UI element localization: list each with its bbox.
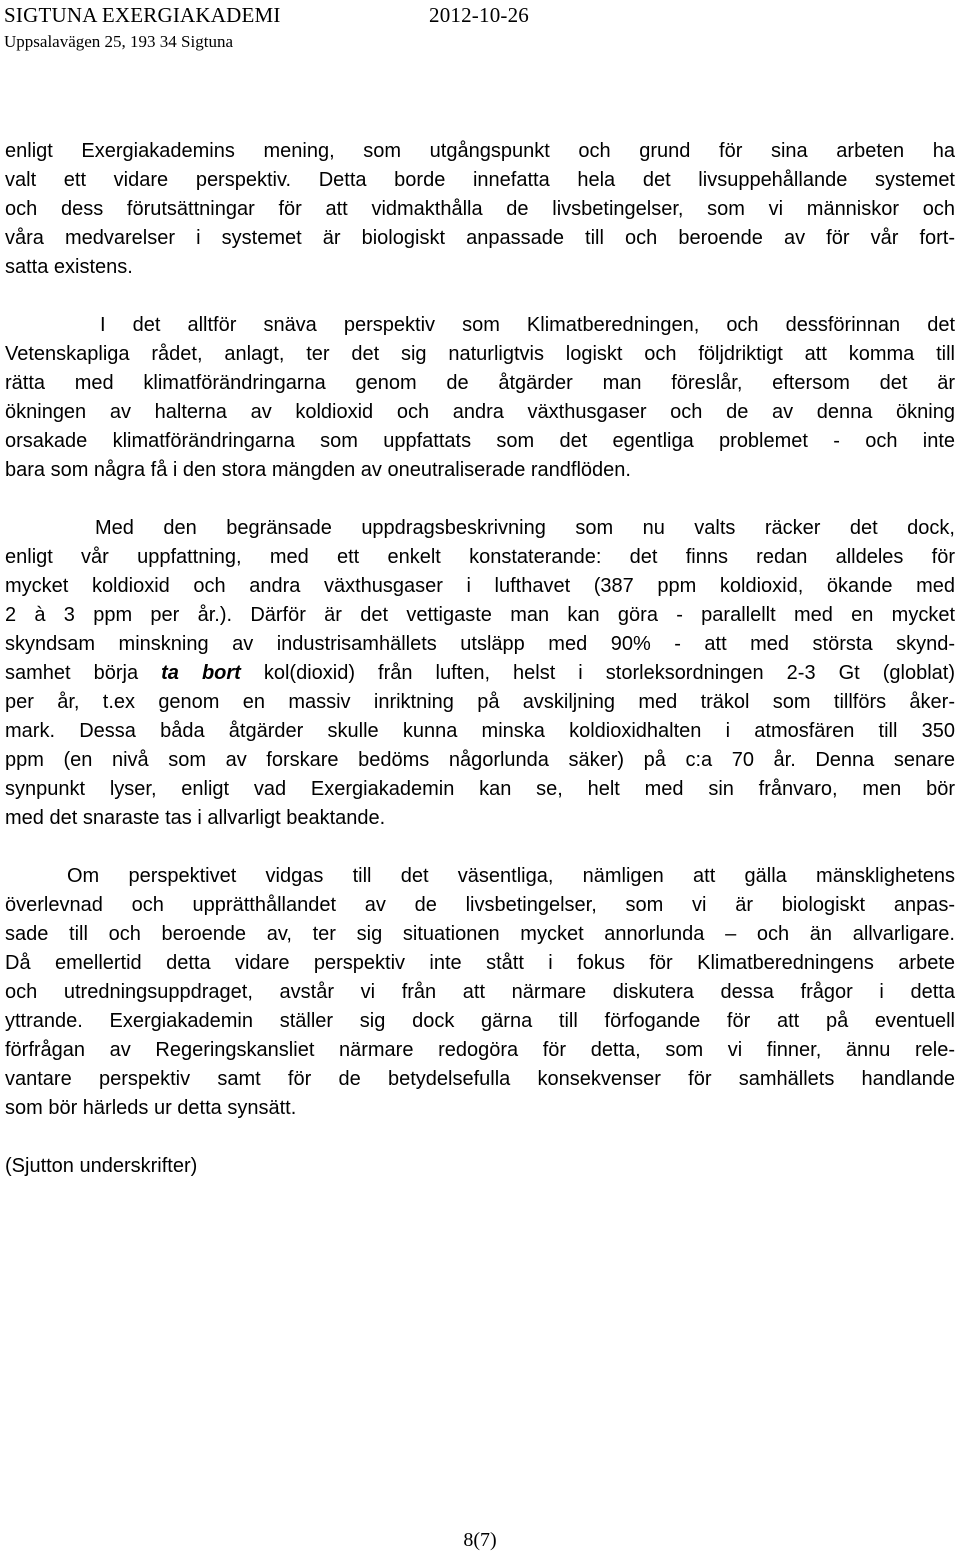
organization-name: SIGTUNA EXERGIAKADEMI — [4, 3, 281, 27]
text-line: mark. Dessa båda åtgärder skulle kunna minska koldioxidhalten i atmosfären till 350 — [5, 720, 955, 742]
text-line: och utredningsuppdraget, avstår vi från att närmare diskutera dessa frågor i detta — [5, 981, 955, 1003]
text-line: valt ett vidare perspektiv. Detta borde innefatta hela det livsuppehållande systemet — [5, 169, 955, 191]
text-line: med det snaraste tas i allvarligt beaktande. — [5, 807, 386, 829]
signature-note — [5, 1152, 955, 1181]
text-line: sade till och beroende av, ter sig situationen mycket annorlunda – och än allvarligare. — [5, 923, 955, 945]
text-line: yttrande. Exergiakademin ställer sig dock gärna till förfogande för att på eventuell — [5, 1010, 955, 1032]
text-line: vantare perspektiv samt för de betydelsefulla konsekvenser för samhällets handlande — [5, 1068, 955, 1090]
text-line: enligt vår uppfattning, med ett enkelt konstaterande: det finns redan alldeles för — [5, 546, 955, 568]
text-line — [5, 659, 955, 688]
text-line: bara som några få i den stora mängden av oneutraliserade randflöden. — [5, 459, 631, 481]
text-line: skyndsam minskning av industrisamhällets utsläpp med 90% - att med största skynd- — [5, 633, 955, 655]
text-line: som bör härleds ur detta synsätt. — [5, 1097, 297, 1119]
text-line: ökningen av halterna av koldioxid och andra växthusgaser och de av denna ökning — [5, 401, 955, 423]
text-line: förfrågan av Regeringskansliet närmare redogöra för detta, som vi finner, ännu rele- — [5, 1039, 955, 1061]
text-line: Om perspektivet vidgas till det väsentliga, nämligen att gälla mänsklighetens — [67, 865, 955, 887]
emphasized-text: ta bort — [161, 662, 241, 684]
paragraph-1 — [5, 137, 955, 282]
text-line: (Sjutton underskrifter) — [5, 1155, 198, 1177]
text-line: I det alltför snäva perspektiv som Klimatberedningen, och dessförinnan det — [100, 314, 955, 336]
text-line: 2 à 3 ppm per år.). Därför är det vettigaste man kan göra - parallellt med en mycket — [5, 604, 955, 626]
text-segment: samhet börja — [5, 662, 162, 684]
document-date: 2012-10-26 — [429, 3, 529, 27]
page-number: 8(7) — [463, 1529, 497, 1551]
text-line: enligt Exergiakademins mening, som utgångspunkt och grund för sina arbeten ha — [5, 140, 955, 162]
text-line: synpunkt lyser, enligt vad Exergiakademin kan se, helt med sin frånvaro, men bör — [5, 778, 955, 800]
text-line: överlevnad och upprätthållandet av de livsbetingelser, som vi är biologiskt anpas- — [5, 894, 955, 916]
text-line: orsakade klimatförändringarna som uppfattats som det egentliga problemet - och inte — [5, 430, 955, 452]
text-line: Då emellertid detta vidare perspektiv inte stått i fokus för Klimatberedningens arbete — [5, 952, 955, 974]
text-segment: kol(dioxid) från luften, helst i storleksordningen 2-3 Gt (globlat) — [240, 662, 956, 684]
paragraph-3 — [5, 514, 955, 833]
text-line: mycket koldioxid och andra växthusgaser i lufthavet (387 ppm koldioxid, ökande med — [5, 575, 955, 597]
text-line: Vetenskapliga rådet, anlagt, ter det sig naturligtvis logiskt och följdriktigt att komma till — [5, 343, 955, 365]
text-line: satta existens. — [5, 256, 133, 278]
header-row — [4, 0, 956, 30]
header-address-row — [4, 30, 956, 54]
text-line: rätta med klimatförändringarna genom de åtgärder man föreslår, eftersom det är — [5, 372, 955, 394]
text-line: och dess förutsättningar för att vidmakthålla de livsbetingelser, som vi människor och — [5, 198, 955, 220]
text-line: våra medvarelser i systemet är biologiskt anpassade till och beroende av för vår fort- — [5, 227, 955, 249]
organization-address: Uppsalavägen 25, 193 34 Sigtuna — [4, 32, 233, 51]
text-line: Med den begränsade uppdragsbeskrivning som nu valts räcker det dock, — [95, 517, 955, 539]
paragraph-4 — [5, 862, 955, 1123]
text-line: per år, t.ex genom en massiv inriktning på avskiljning med träkol som tillförs åker- — [5, 691, 955, 713]
paragraph-2 — [5, 311, 955, 485]
page-header — [4, 0, 956, 54]
text-line: ppm (en nivå som av forskare bedöms någorlunda säker) på c:a 70 år. Denna senare — [5, 749, 955, 771]
document-body — [5, 137, 955, 1181]
